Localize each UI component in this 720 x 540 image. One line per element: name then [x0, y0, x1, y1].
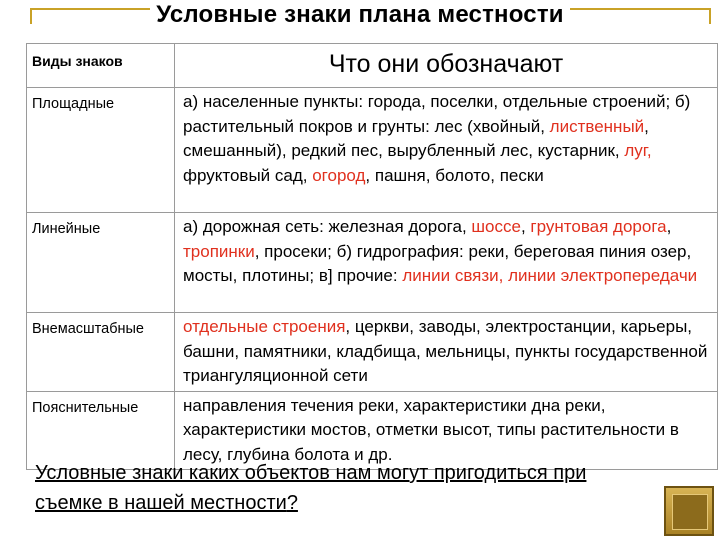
sign-type-cell: Внемасштабные: [27, 313, 175, 392]
sign-type-cell: Линейные: [27, 213, 175, 313]
signs-table: [26, 43, 718, 470]
slide-nav-button[interactable]: [664, 486, 714, 536]
highlighted-term: луг,: [624, 141, 652, 160]
table-row: [27, 213, 718, 313]
question-mark: ?: [286, 492, 298, 514]
highlighted-term: отдельные строения: [183, 317, 346, 336]
sign-meaning-cell: [175, 88, 718, 213]
description-text: а) дорожная сеть: железная дорога,: [183, 217, 472, 236]
slide-nav-icon: [672, 494, 708, 530]
description-text: фруктовый сад,: [183, 165, 313, 185]
table-row: [27, 313, 718, 392]
slide-title: Условные знаки плана местности: [0, 1, 720, 29]
highlighted-term: шоссе: [471, 217, 521, 236]
table-row: [27, 88, 718, 213]
description-text: , пашня, болото, пески: [365, 165, 544, 185]
description-text: ,: [520, 217, 531, 236]
highlighted-term: грунтовая дорога: [530, 217, 667, 236]
description-text: ,: [666, 217, 672, 236]
question-text: Условные знаки каких объектов нам могут пригодиться при съемке в нашей местности?: [35, 462, 587, 514]
header-sign-types: Виды знаков: [27, 44, 175, 88]
description-text: , церкви, заводы, электростанции, карьеры, башни, памятники, кладбища, мельницы, пункты государственной триангуляционной сети: [183, 317, 708, 385]
sign-meaning-cell: [175, 313, 718, 392]
description-text: а) населенные пункты: города, поселки, отдельные строений; б) растительный покров и грунты: лес (хвойный,: [183, 92, 691, 136]
description-text: , смешанный), редкий пес, вырубленный лес, кустарник,: [183, 116, 649, 160]
sign-type-cell: Площадные: [27, 88, 175, 213]
sign-type-cell: Пояснительные: [27, 391, 175, 470]
highlighted-term: лиственный: [549, 116, 645, 136]
highlighted-term: огород: [312, 165, 366, 185]
highlighted-term: линии связи, линии электропередачи: [402, 266, 698, 285]
highlighted-term: тропинки: [183, 241, 255, 261]
header-meaning: Что они обозначают: [175, 44, 718, 88]
table-header-row: [27, 44, 718, 88]
description-text: направления течения реки, характеристики дна реки, характеристики мостов, отметки высот, типы растительности в лесу, глубина болота и др.: [183, 395, 679, 464]
description-text: , просеки; б) гидрография: реки, береговая пиния озер, мосты, плотины; в] прочие:: [183, 241, 692, 285]
sign-meaning-cell: [175, 213, 718, 313]
